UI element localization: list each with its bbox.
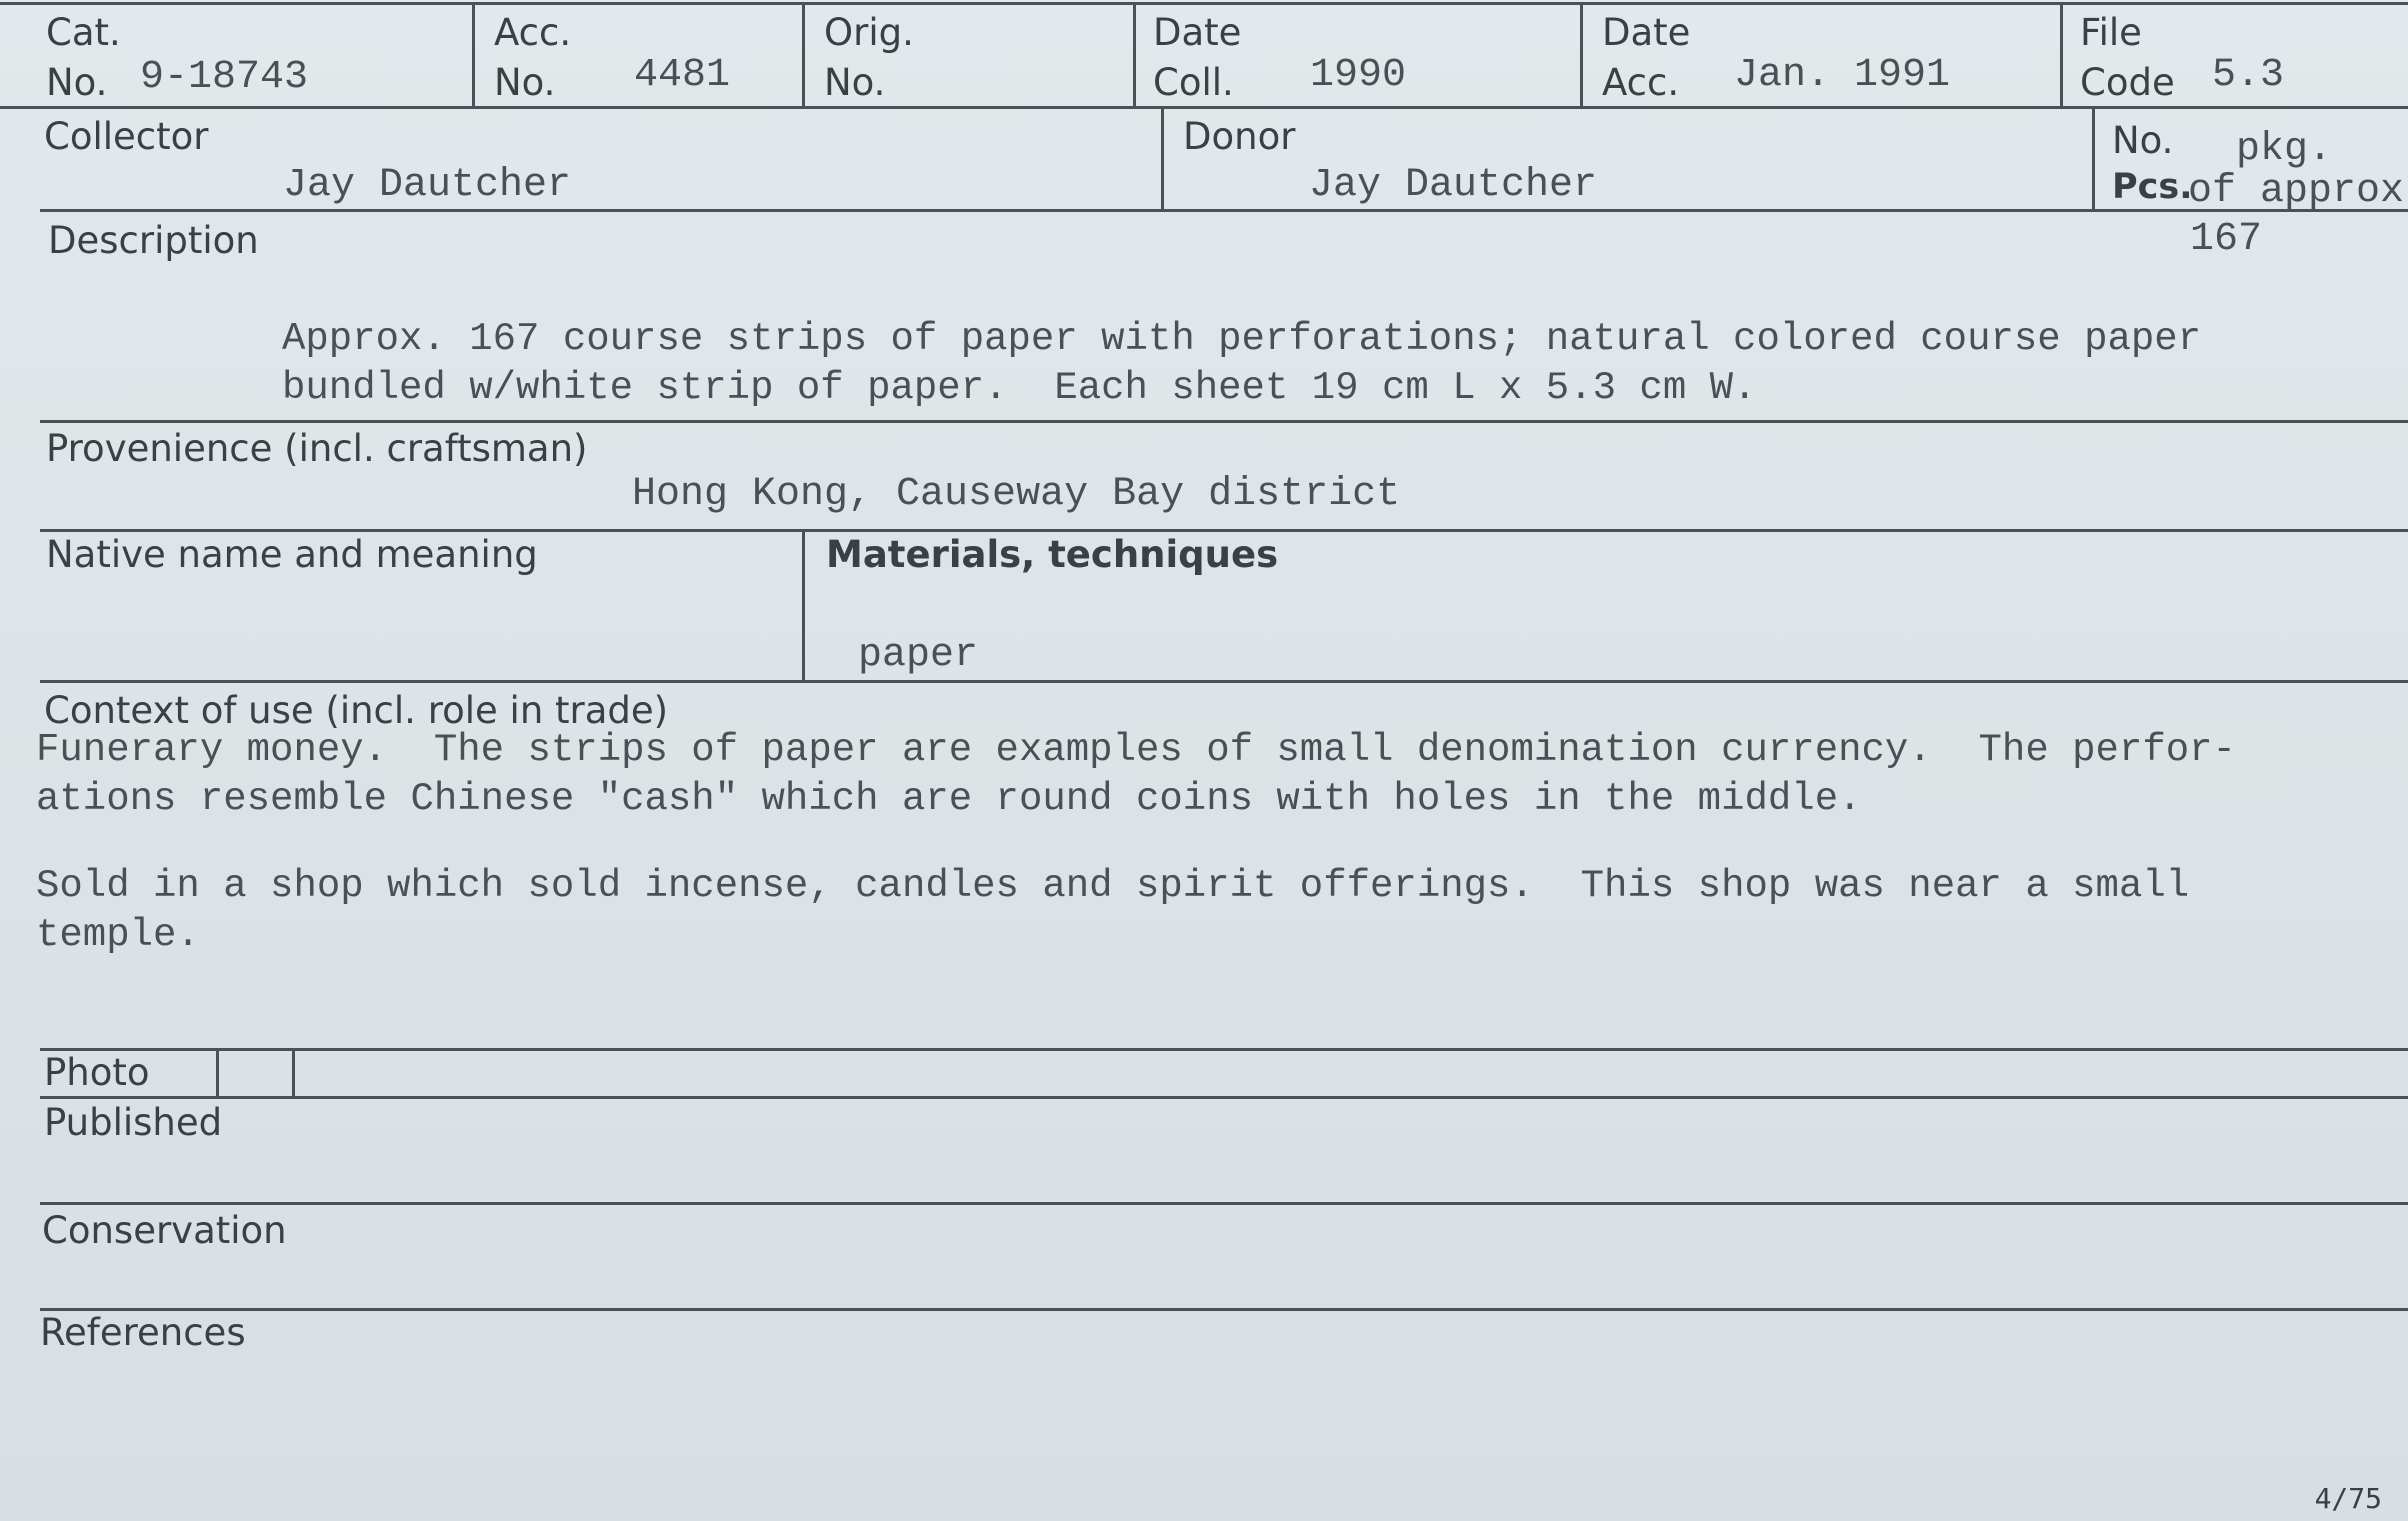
materials-value: paper bbox=[858, 633, 979, 678]
photo-box-divider bbox=[292, 1048, 295, 1098]
code-label: Code bbox=[2080, 61, 2175, 104]
context-line: Sold in a shop which sold incense, candles and spirit offerings. This shop was near a small bbox=[36, 864, 2190, 908]
header-divider bbox=[1580, 2, 1583, 108]
references-rule bbox=[40, 1308, 2408, 1311]
pcs-label: Pcs. bbox=[2112, 167, 2193, 207]
provenience-label: Provenience (incl. craftsman) bbox=[46, 427, 588, 470]
orig-no-label: No. bbox=[824, 61, 886, 104]
acc-no-label: No. bbox=[494, 61, 556, 104]
date-accessioned: Jan. 1991 bbox=[1734, 53, 1951, 98]
acc-date-label: Acc. bbox=[1602, 61, 1680, 104]
native-name-label: Native name and meaning bbox=[46, 533, 538, 576]
header-bottom-rule bbox=[0, 106, 2408, 109]
materials-label: Materials, techniques bbox=[826, 533, 1279, 576]
pcs-no-label: No. bbox=[2112, 119, 2174, 162]
description-text bbox=[282, 315, 2201, 413]
photo-box-divider bbox=[216, 1048, 219, 1098]
description-line: bundled w/white strip of paper. Each sheet 19 cm L x 5.3 cm W. bbox=[282, 366, 1757, 410]
coll-label: Coll. bbox=[1153, 61, 1234, 104]
file-label: File bbox=[2080, 11, 2142, 54]
header-divider bbox=[802, 2, 805, 108]
provenience-value: Hong Kong, Causeway Bay district bbox=[632, 472, 1401, 517]
photo-bottom-rule bbox=[40, 1096, 2408, 1099]
donor-pcs-divider bbox=[2092, 108, 2095, 211]
context-line: ations resemble Chinese "cash" which are round coins with holes in the middle. bbox=[36, 777, 1862, 821]
date-coll-label: Date bbox=[1153, 11, 1242, 54]
conservation-label: Conservation bbox=[42, 1209, 287, 1252]
cat-no-label: No. bbox=[46, 61, 108, 104]
photo-label: Photo bbox=[44, 1051, 150, 1094]
header-divider bbox=[1133, 2, 1136, 108]
description-label: Description bbox=[48, 219, 259, 262]
context-line: Funerary money. The strips of paper are examples of small denomination currency. The perfor- bbox=[36, 728, 2236, 772]
collector-label: Collector bbox=[44, 115, 209, 158]
description-rule bbox=[40, 420, 2408, 423]
orig-label: Orig. bbox=[824, 11, 914, 54]
top-rule bbox=[0, 2, 2408, 5]
date-collected: 1990 bbox=[1310, 53, 1407, 98]
native-materials-divider bbox=[802, 529, 805, 682]
collector-name: Jay Dautcher bbox=[283, 163, 572, 208]
donor-name: Jay Dautcher bbox=[1309, 163, 1598, 208]
cat-label: Cat. bbox=[46, 11, 121, 54]
context-line: temple. bbox=[36, 913, 200, 957]
acc-number: 4481 bbox=[634, 53, 731, 98]
context-label: Context of use (incl. role in trade) bbox=[44, 689, 669, 732]
collector-donor-divider bbox=[1161, 108, 1164, 211]
donor-label: Donor bbox=[1183, 115, 1296, 158]
header-divider bbox=[2060, 2, 2063, 108]
file-code: 5.3 bbox=[2212, 53, 2285, 98]
pcs-note-approx: of approx bbox=[2188, 169, 2405, 214]
collector-row-rule bbox=[40, 209, 2408, 212]
materials-rule bbox=[40, 680, 2408, 683]
photo-top-rule bbox=[40, 1048, 2408, 1051]
context-paragraph-2 bbox=[36, 862, 2189, 960]
pcs-note-pkg: pkg. bbox=[2236, 127, 2333, 172]
context-paragraph-1 bbox=[36, 726, 2236, 824]
conservation-rule bbox=[40, 1202, 2408, 1205]
acc-label: Acc. bbox=[494, 11, 572, 54]
published-label: Published bbox=[44, 1101, 223, 1144]
references-label: References bbox=[40, 1311, 246, 1354]
cat-number: 9-18743 bbox=[140, 55, 309, 100]
description-line: Approx. 167 course strips of paper with perforations; natural colored course paper bbox=[282, 317, 2202, 361]
page-stamp: 4/75 bbox=[2314, 1482, 2382, 1515]
header-divider bbox=[472, 2, 475, 108]
provenience-rule bbox=[40, 529, 2408, 532]
pcs-count: 167 bbox=[2190, 217, 2263, 262]
date-acc-label: Date bbox=[1602, 11, 1691, 54]
